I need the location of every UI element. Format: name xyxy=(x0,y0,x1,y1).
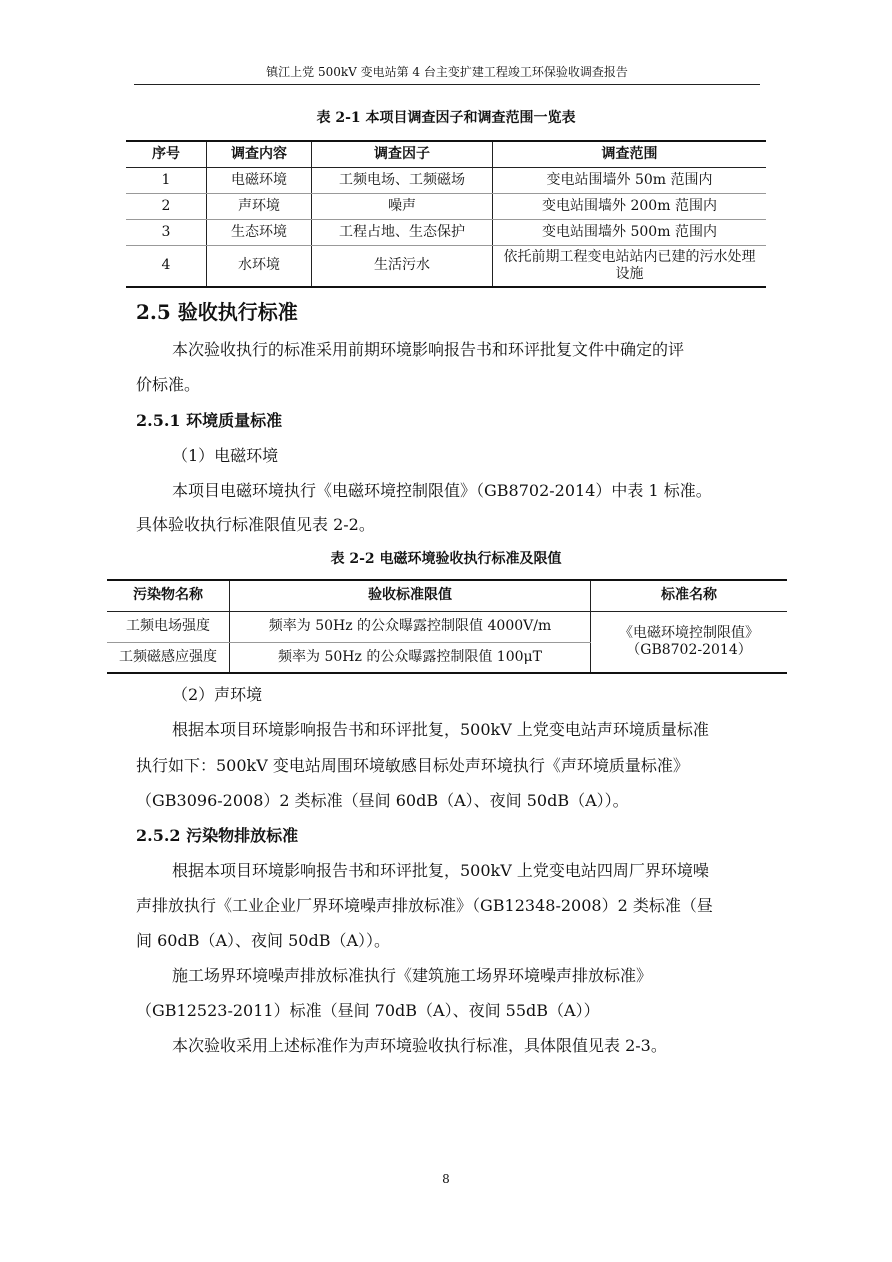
paragraph-line: 具体验收执行标准限值见表 2-2。 xyxy=(136,515,375,534)
table-cell: 变电站围墙外 50m 范围内 xyxy=(493,167,767,193)
table-row xyxy=(126,193,766,219)
column-header: 标准名称 xyxy=(591,580,788,611)
table-cell: 变电站围墙外 500m 范围内 xyxy=(493,219,767,245)
paragraph-line: 间 60dB（A）、夜间 50dB（A））。 xyxy=(136,931,391,950)
survey-factors-table xyxy=(126,140,766,288)
table-cell: 1 xyxy=(126,167,207,193)
column-header: 调查范围 xyxy=(493,141,767,167)
table-header-row xyxy=(107,580,787,611)
table-cell: 电磁环境 xyxy=(207,167,312,193)
standard-name-cell xyxy=(591,611,788,673)
section-heading-2-5: 2.5 验收执行标准 xyxy=(136,300,298,324)
column-header: 调查因子 xyxy=(312,141,493,167)
table-cell: 频率为 50Hz 的公众曝露控制限值 100μT xyxy=(230,642,591,673)
table-row xyxy=(107,611,787,642)
column-header: 调查内容 xyxy=(207,141,312,167)
paragraph-line: 声排放执行《工业企业厂界环境噪声排放标准》（GB12348-2008）2 类标准（昼 xyxy=(136,896,713,915)
section-heading-2-5-1: 2.5.1 环境质量标准 xyxy=(136,411,283,430)
table-cell: 生活污水 xyxy=(312,245,493,287)
paragraph-line: 价标准。 xyxy=(136,375,201,394)
table2-caption: 表 2-2 电磁环境验收执行标准及限值 xyxy=(330,551,562,567)
paragraph-line: 本项目电磁环境执行《电磁环境控制限值》（GB8702-2014）中表 1 标准。 xyxy=(172,481,712,500)
table-cell: 工频电场、工频磁场 xyxy=(312,167,493,193)
table-cell: 3 xyxy=(126,219,207,245)
standard-name-line: （GB8702-2014） xyxy=(626,641,752,658)
column-header: 污染物名称 xyxy=(107,580,230,611)
table-cell: 生态环境 xyxy=(207,219,312,245)
paragraph-line: 执行如下：500kV 变电站周围环境敏感目标处声环境执行《声环境质量标准》 xyxy=(136,756,689,775)
paragraph-line: 施工场界环境噪声排放标准执行《建筑施工场界环境噪声排放标准》 xyxy=(172,966,653,985)
paragraph-line: （GB3096-2008）2 类标准（昼间 60dB（A）、夜间 50dB（A））。 xyxy=(136,791,629,810)
list-item-label: （1）电磁环境 xyxy=(172,446,279,465)
paragraph-line: 根据本项目环境影响报告书和环评批复，500kV 上党变电站声环境质量标准 xyxy=(172,720,709,739)
paragraph-line: 根据本项目环境影响报告书和环评批复，500kV 上党变电站四周厂界环境噪 xyxy=(172,861,709,880)
table-cell: 声环境 xyxy=(207,193,312,219)
table-header-row xyxy=(126,141,766,167)
table-cell: 工频电场强度 xyxy=(107,611,230,642)
list-item-label: （2）声环境 xyxy=(172,685,263,704)
paragraph-line: （GB12523-2011）标准（昼间 70dB（A）、夜间 55dB（A）） xyxy=(136,1001,600,1020)
table1-caption: 表 2-1 本项目调查因子和调查范围一览表 xyxy=(316,110,576,126)
table-row xyxy=(126,219,766,245)
column-header: 验收标准限值 xyxy=(230,580,591,611)
table-cell: 依托前期工程变电站站内已建的污水处理设施 xyxy=(493,245,767,287)
table-row xyxy=(126,245,766,287)
section-heading-2-5-2: 2.5.2 污染物排放标准 xyxy=(136,826,299,845)
running-header: 镇江上党 500kV 变电站第 4 台主变扩建工程竣工环保验收调查报告 xyxy=(134,64,760,85)
table-cell: 工程占地、生态保护 xyxy=(312,219,493,245)
paragraph-line: 本次验收采用上述标准作为声环境验收执行标准，具体限值见表 2-3。 xyxy=(172,1036,667,1055)
table-cell: 频率为 50Hz 的公众曝露控制限值 4000V/m xyxy=(230,611,591,642)
standard-name-line: 《电磁环境控制限值》 xyxy=(619,624,759,641)
column-header: 序号 xyxy=(126,141,207,167)
page-number: 8 xyxy=(442,1172,450,1186)
table-row xyxy=(126,167,766,193)
table-cell: 水环境 xyxy=(207,245,312,287)
table-cell: 变电站围墙外 200m 范围内 xyxy=(493,193,767,219)
em-standards-table xyxy=(107,579,787,674)
paragraph-line: 本次验收执行的标准采用前期环境影响报告书和环评批复文件中确定的评 xyxy=(172,340,685,359)
table-cell: 噪声 xyxy=(312,193,493,219)
table-cell: 2 xyxy=(126,193,207,219)
table-cell: 工频磁感应强度 xyxy=(107,642,230,673)
table-cell: 4 xyxy=(126,245,207,287)
